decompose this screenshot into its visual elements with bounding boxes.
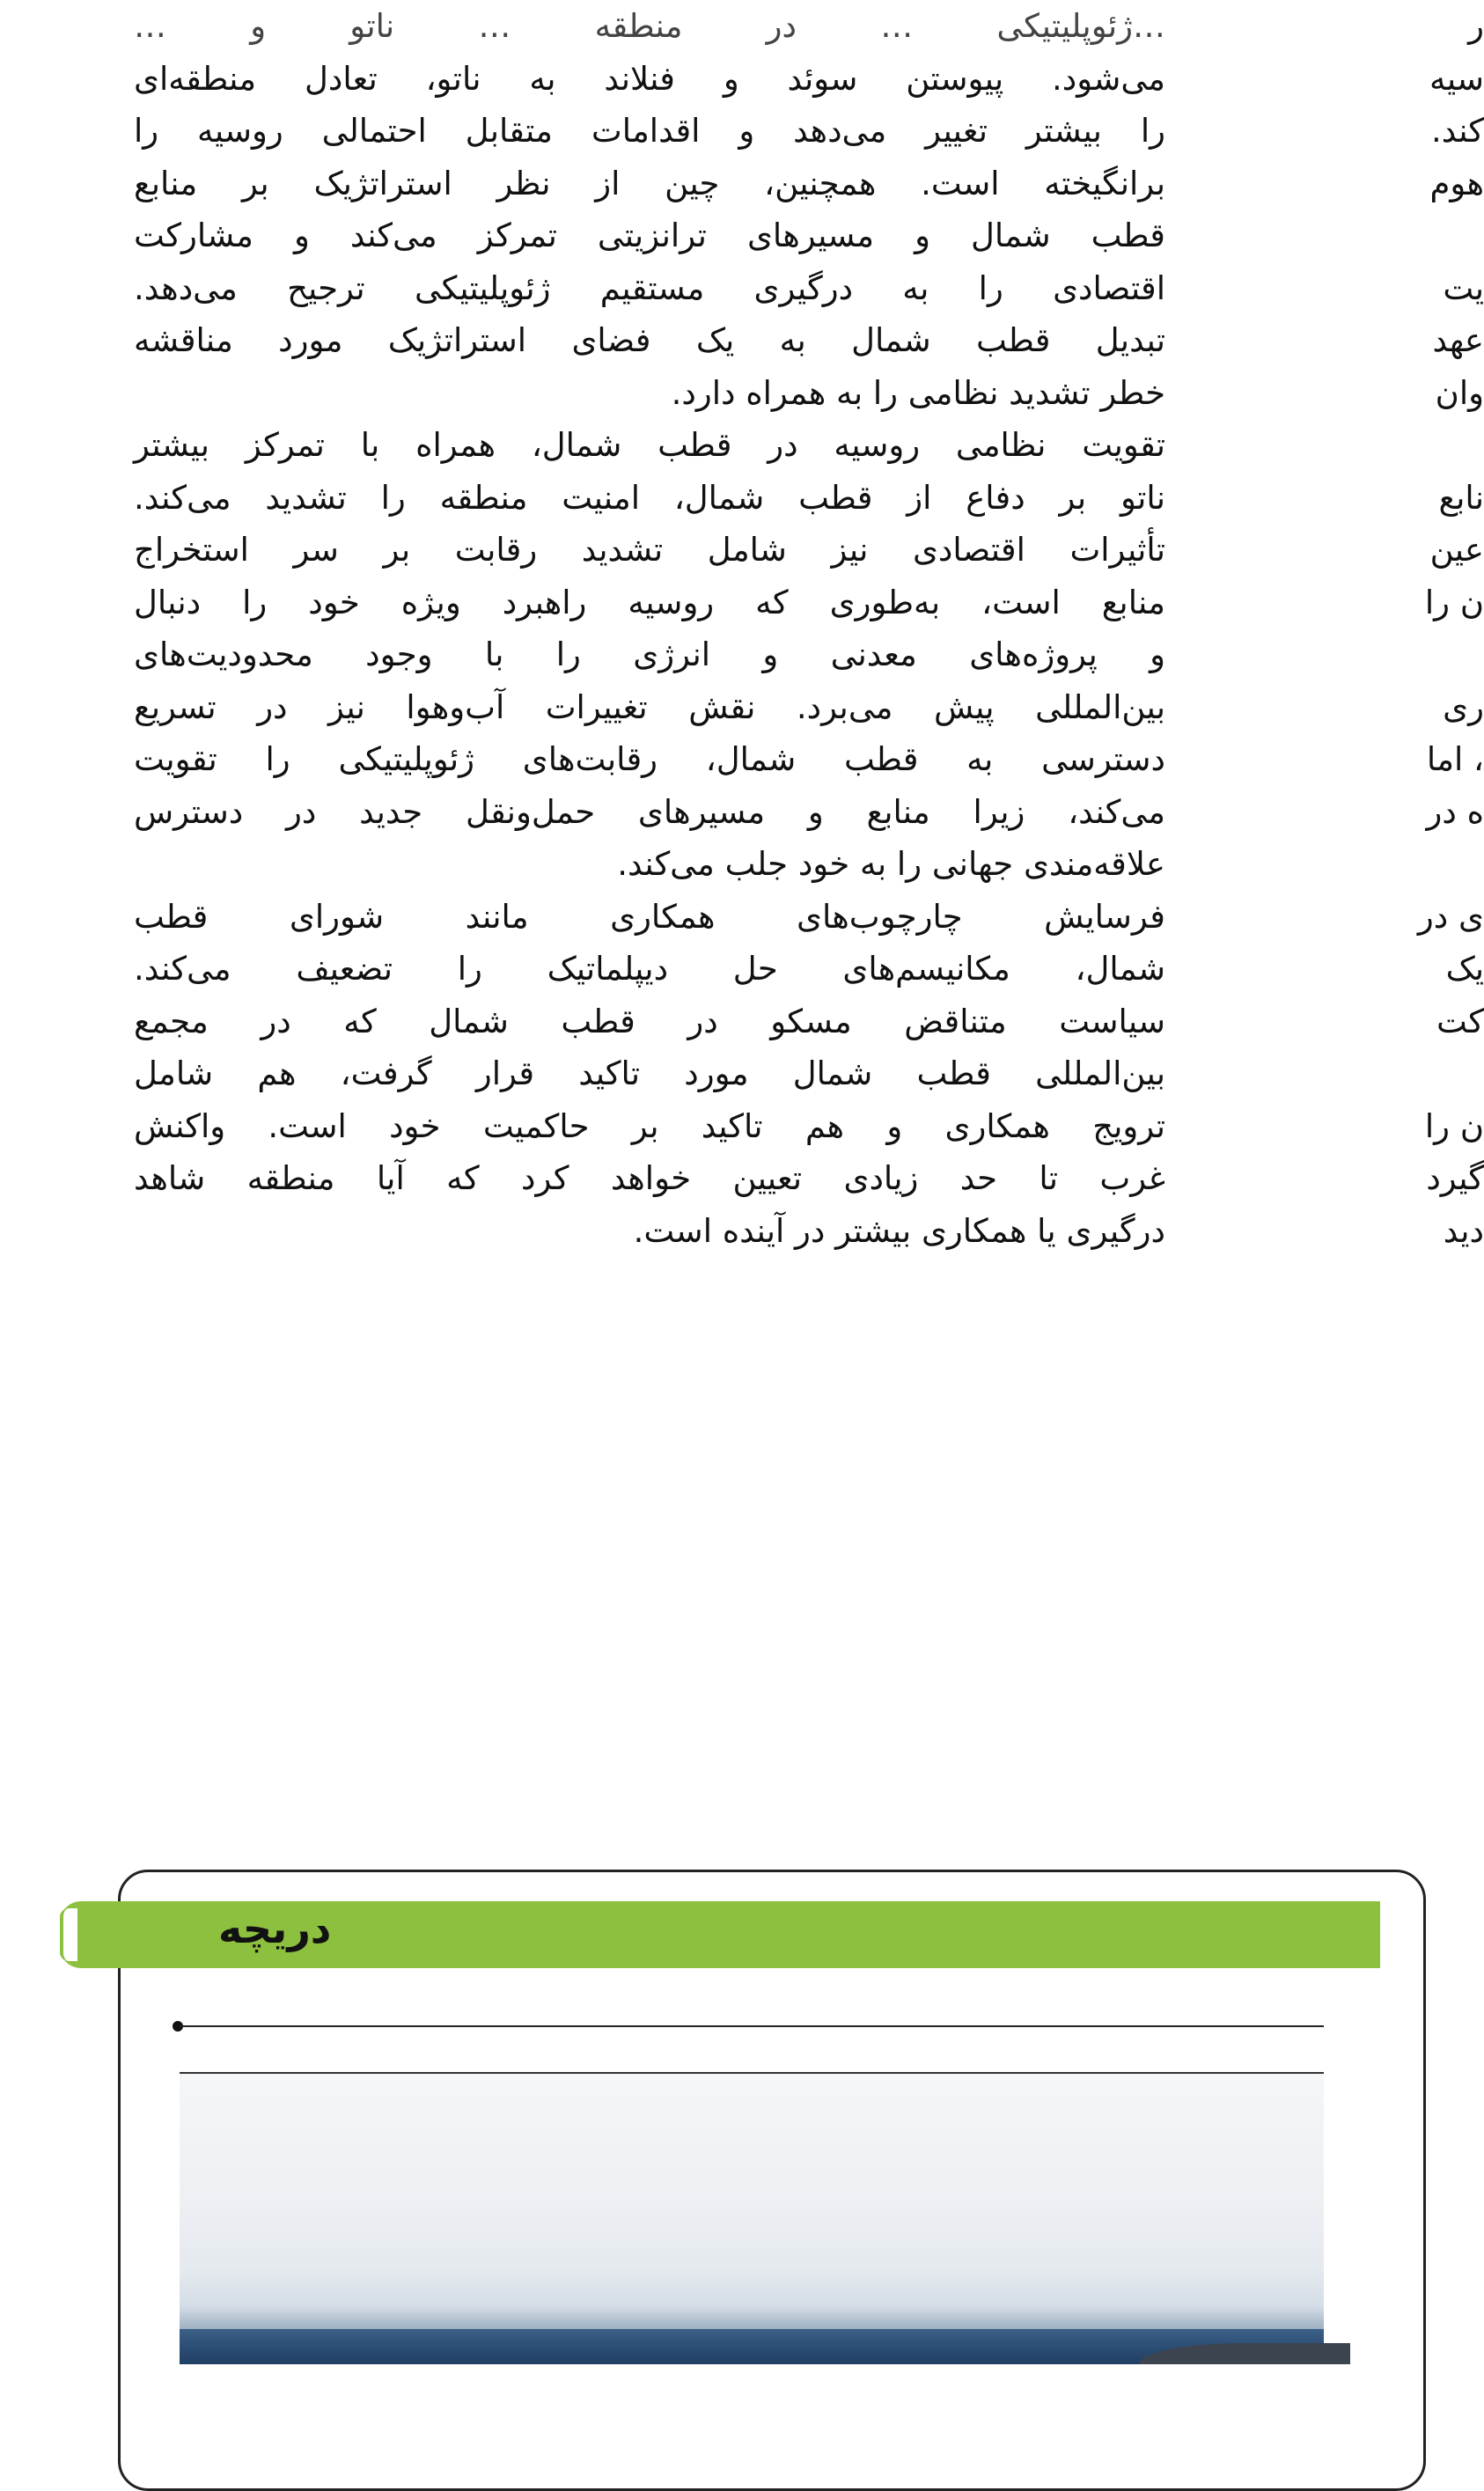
fragment-line: یت bbox=[1443, 268, 1484, 307]
article-line: خطر تشدید نظامی را به همراه دارد. bbox=[671, 373, 1165, 412]
fragment-line bbox=[1220, 209, 1484, 262]
fragment-line: ری bbox=[1443, 687, 1484, 726]
article-line: و پروژه‌های معدنی و انرژی را با وجود محدودیت‌های bbox=[134, 636, 1165, 673]
fragment-line: ، اما bbox=[1426, 740, 1484, 778]
article-line: دسترسی به قطب شمال، رقابت‌های ژئوپلیتیکی را تقویت bbox=[134, 740, 1165, 778]
article-line: فرسایش چارچوب‌های همکاری مانند شورای قطب bbox=[134, 897, 1165, 936]
fragment-line bbox=[1220, 1047, 1484, 1100]
box-photo bbox=[180, 2074, 1324, 2364]
article-line: را بیشتر تغییر می‌دهد و اقدامات متقابل احتمالی روسیه را bbox=[134, 112, 1165, 150]
fragment-line: نابع bbox=[1438, 478, 1484, 517]
fragment-line: ر bbox=[1468, 7, 1484, 45]
article-line: می‌کند، زیرا منابع و مسیرهای حمل‌ونقل جدید در دسترس bbox=[134, 792, 1165, 831]
article-line: بین‌المللی قطب شمال مورد تاکید قرار گرفت، هم شامل bbox=[134, 1054, 1165, 1092]
fragment-line: سیه bbox=[1429, 59, 1484, 98]
article-line: تأثیرات اقتصادی نیز شامل تشدید رقابت بر سر استخراج bbox=[134, 531, 1165, 569]
article-line: منابع است، به‌طوری که روسیه راهبرد ویژه خود را دنبال bbox=[134, 583, 1165, 621]
article-line: شمال، مکانیسم‌های حل دیپلماتیک را تضعیف می‌کند. bbox=[134, 950, 1165, 988]
box-title: دریچه bbox=[218, 1905, 332, 1952]
fragment-line bbox=[1220, 419, 1484, 472]
article-line: اقتصادی را به درگیری مستقیم ژئوپلیتیکی ترجیح می‌دهد. bbox=[134, 268, 1165, 307]
article-line: ناتو بر دفاع از قطب شمال، امنیت منطقه را تشدید می‌کند. bbox=[134, 478, 1165, 517]
article-line: برانگیخته است. همچنین، چین از نظر استراتژیک بر منابع bbox=[134, 164, 1165, 202]
article-line: قطب شمال و مسیرهای ترانزیتی تمرکز می‌کند و مشارکت bbox=[134, 217, 1165, 254]
article-line: می‌شود. پیوستن سوئد و فنلاند به ناتو، تعادل منطقه‌ای bbox=[134, 59, 1165, 98]
fragment-line: کت bbox=[1436, 1002, 1484, 1040]
divider-line bbox=[180, 2025, 1324, 2027]
article-line: تبدیل قطب شمال به یک فضای استراتژیک مورد مناقشه bbox=[134, 321, 1165, 359]
article-line: ترویج همکاری و هم تاکید بر حاکمیت خود است. واکنش bbox=[134, 1106, 1165, 1145]
fragment-line: هوم bbox=[1429, 164, 1484, 202]
fragment-line bbox=[1220, 628, 1484, 681]
main-article-column bbox=[134, 0, 1165, 1257]
fragment-line: عین bbox=[1429, 531, 1484, 569]
fragment-line: ن را bbox=[1424, 583, 1484, 621]
article-line: علاقه‌مندی جهانی را به خود جلب می‌کند. bbox=[617, 845, 1165, 883]
article-line: غرب تا حد زیادی تعیین خواهد کرد که آیا منطقه شاهد bbox=[134, 1159, 1165, 1197]
header-tab-notch bbox=[60, 1908, 77, 1961]
fragment-line: ن را bbox=[1424, 1106, 1484, 1145]
fragment-line: ه در bbox=[1426, 792, 1484, 831]
article-line: سیاست متناقض مسکو در قطب شمال که در مجمع bbox=[134, 1002, 1165, 1040]
fragment-line: عهد bbox=[1432, 321, 1484, 359]
right-column-fragment bbox=[1220, 0, 1484, 1257]
fragment-line: یک bbox=[1445, 950, 1484, 988]
fragment-line: ی در bbox=[1417, 897, 1484, 936]
article-line: درگیری یا همکاری بیشتر در آینده است. bbox=[633, 1211, 1165, 1250]
article-line: بین‌المللی پیش می‌برد. نقش تغییرات آب‌وهوا نیز در تسریع bbox=[134, 687, 1165, 726]
fragment-line: گیرد bbox=[1426, 1159, 1484, 1197]
fragment-line: دید bbox=[1443, 1211, 1484, 1250]
article-line: …ژئوپلیتیکی … در منطقه … ناتو و … bbox=[134, 7, 1165, 45]
fragment-line: وان bbox=[1435, 373, 1484, 412]
fragment-line bbox=[1220, 838, 1484, 891]
fragment-line: کند. bbox=[1431, 112, 1484, 150]
article-line: تقویت نظامی روسیه در قطب شمال، همراه با تمرکز بیشتر bbox=[134, 426, 1165, 464]
